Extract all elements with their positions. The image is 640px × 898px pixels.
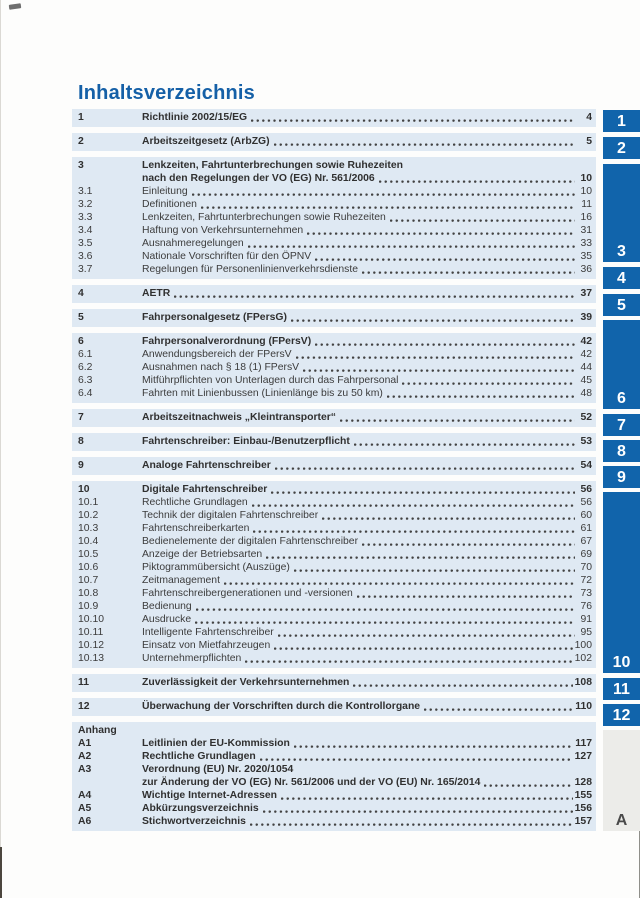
entry-title: Zeitmanagement (142, 575, 220, 586)
chapter-number: A2 (78, 751, 92, 762)
toc-entry-4 (78, 287, 592, 300)
toc-entry-a4 (78, 789, 592, 802)
page-number: 37 (580, 288, 592, 299)
page-number: 33 (580, 238, 592, 249)
table-of-contents (72, 109, 596, 837)
entry-title: Ausnahmeregelungen (142, 238, 244, 249)
toc-block-5 (72, 309, 596, 327)
toc-entry-continuation (78, 776, 592, 789)
toc-block-7 (72, 409, 596, 427)
chapter-number: 10.1 (78, 497, 99, 508)
chapter-number: 6.3 (78, 375, 93, 386)
toc-block-10 (72, 481, 596, 668)
chapter-number: 10.13 (78, 653, 105, 664)
dot-leader (266, 548, 575, 561)
side-tab-12: 12 (603, 704, 640, 726)
toc-entry-10.1 (78, 496, 592, 509)
toc-entry-1 (78, 111, 592, 124)
chapter-number: 6.4 (78, 388, 93, 399)
entry-title: Einsatz von Mietfahrzeugen (142, 640, 271, 651)
chapter-number: 10.2 (78, 510, 99, 521)
chapter-number: 1 (78, 112, 84, 123)
page-number: 70 (580, 562, 592, 573)
chapter-number: 3.4 (78, 225, 93, 236)
toc-block-13 (72, 722, 596, 831)
dot-leader (195, 613, 575, 626)
dot-leader (274, 135, 575, 148)
entry-title: Intelligente Fahrtenschreiber (142, 627, 274, 638)
page-number: 10 (580, 173, 592, 184)
dot-leader (260, 750, 573, 763)
page-title: Inhaltsverzeichnis (78, 82, 255, 104)
dot-leader (196, 600, 575, 613)
side-tab-10: 10 (603, 492, 640, 673)
toc-entry-3.6 (78, 250, 592, 263)
entry-title: Arbeitszeitgesetz (ArbZG) (142, 136, 270, 147)
toc-block-2 (72, 133, 596, 151)
entry-title: Fahrten mit Linienbussen (Linienlänge bis zu 50 km) (142, 388, 383, 399)
entry-title: Lenkzeiten, Fahrtunterbrechungen sowie Ruhezeiten (142, 160, 403, 171)
page-number: 44 (580, 362, 592, 373)
toc-entry-2 (78, 135, 592, 148)
dot-leader (296, 348, 575, 361)
dot-leader (354, 435, 575, 448)
chapter-number: 11 (78, 677, 89, 688)
toc-entry-3.7 (78, 263, 592, 276)
dot-leader (322, 509, 575, 522)
page-number: 128 (574, 777, 592, 788)
entry-title: Rechtliche Grundlagen (142, 751, 256, 762)
dot-leader (192, 185, 575, 198)
entry-title: Fahrtenschreibergenerationen und -versionen (142, 588, 353, 599)
dot-leader (224, 574, 575, 587)
toc-entry-5 (78, 311, 592, 324)
page-number: 76 (580, 601, 592, 612)
page-number: 117 (575, 738, 592, 749)
chapter-number: 10 (78, 484, 90, 495)
toc-entry-3 (78, 159, 592, 172)
entry-title: Regelungen für Personenlinienverkehrsdienste (142, 264, 359, 275)
toc-entry-10.8 (78, 587, 592, 600)
page-number: 108 (574, 677, 592, 688)
side-tab-2: 2 (603, 137, 640, 159)
toc-entry-10.3 (78, 522, 592, 535)
chapter-number: 6.2 (78, 362, 93, 373)
toc-entry-a5 (78, 802, 592, 815)
dot-leader (303, 361, 575, 374)
dot-leader (278, 626, 575, 639)
toc-entry-a6 (78, 815, 592, 828)
toc-entry-3.3 (78, 211, 592, 224)
toc-entry-6.2 (78, 361, 592, 374)
chapter-number (78, 776, 142, 789)
dot-leader (315, 335, 575, 348)
toc-entry-3.4 (78, 224, 592, 237)
chapter-number: 3.5 (78, 238, 93, 249)
page-number: 36 (580, 264, 592, 275)
page-number: 48 (580, 388, 592, 399)
page-number: 73 (580, 588, 592, 599)
page-number: 102 (574, 653, 592, 664)
toc-block-1 (72, 109, 596, 127)
chapter-number: 4 (78, 288, 84, 299)
page-number: 16 (580, 212, 592, 223)
entry-title: Leitlinien der EU-Kommission (142, 738, 290, 749)
dot-leader (402, 374, 575, 387)
toc-entry-3.1 (78, 185, 592, 198)
entry-title: Anwendungsbereich der FPersV (142, 349, 292, 360)
chapter-number: 10.3 (78, 523, 99, 534)
toc-block-8 (72, 433, 596, 451)
side-tab-a: A (603, 730, 640, 831)
toc-entry-6.3 (78, 374, 592, 387)
page-number: 95 (580, 627, 592, 638)
toc-entry-10.10 (78, 613, 592, 626)
page-number: 100 (574, 640, 592, 651)
side-tab-1: 1 (603, 110, 640, 132)
dot-leader (315, 250, 575, 263)
side-tab-11: 11 (603, 678, 640, 700)
page-number: 31 (580, 225, 592, 236)
entry-title: Verordnung (EU) Nr. 2020/1054 (142, 764, 294, 775)
dot-leader (307, 224, 575, 237)
dot-leader (281, 789, 573, 802)
side-tab-8: 8 (603, 440, 640, 462)
entry-title: Arbeitszeitnachweis „Kleintransporter“ (142, 412, 337, 423)
toc-entry-3.5 (78, 237, 592, 250)
dot-leader (353, 676, 572, 689)
toc-entry-a1 (78, 737, 592, 750)
chapter-number: 7 (78, 412, 84, 423)
entry-title: Fahrtenschreiber: Einbau-/Benutzerpflicht (142, 436, 350, 447)
toc-entry-7 (78, 411, 592, 424)
toc-entry-10.6 (78, 561, 592, 574)
toc-entry-10.4 (78, 535, 592, 548)
dot-leader (250, 815, 573, 828)
chapter-number: 12 (78, 701, 90, 712)
entry-title: Fahrtenschreiberkarten (142, 523, 250, 534)
toc-block-4 (72, 285, 596, 303)
toc-entry-9 (78, 459, 592, 472)
page-number: 110 (575, 701, 592, 712)
chapter-number: Anhang (78, 725, 117, 736)
scan-speck (9, 3, 22, 10)
chapter-number: A4 (78, 790, 92, 801)
toc-block-3 (72, 157, 596, 279)
entry-title: Abkürzungsverzeichnis (142, 803, 259, 814)
side-tab-4: 4 (603, 267, 640, 289)
chapter-number: 10.12 (78, 640, 105, 651)
side-tab-5: 5 (603, 294, 640, 316)
dot-leader (251, 111, 575, 124)
toc-entry-12 (78, 700, 592, 713)
toc-entry-a2 (78, 750, 592, 763)
chapter-number: 10.11 (78, 627, 104, 638)
side-tab-9: 9 (603, 466, 640, 488)
chapter-number: 8 (78, 436, 84, 447)
page-number: 127 (574, 751, 592, 762)
toc-block-9 (72, 457, 596, 475)
page-number: 45 (580, 375, 592, 386)
entry-title: Bedienung (142, 601, 192, 612)
toc-entry-anhang (78, 724, 592, 737)
chapter-number: 10.7 (78, 575, 99, 586)
dot-leader (424, 700, 573, 713)
dot-leader (294, 737, 573, 750)
entry-title: Einleitung (142, 186, 188, 197)
chapter-number: 6.1 (78, 349, 93, 360)
toc-block-6 (72, 333, 596, 403)
toc-entry-10.5 (78, 548, 592, 561)
entry-title: Piktogrammübersicht (Auszüge) (142, 562, 290, 573)
chapter-number (78, 172, 142, 185)
page-number: 67 (580, 536, 592, 547)
toc-entry-11 (78, 676, 592, 689)
dot-leader (362, 535, 575, 548)
chapter-number: 10.9 (78, 601, 99, 612)
entry-title: Haftung von Verkehrsunternehmen (142, 225, 304, 236)
chapter-number: 2 (78, 136, 84, 147)
entry-title: Digitale Fahrtenschreiber (142, 484, 268, 495)
dot-leader (245, 652, 572, 665)
page-number: 11 (581, 199, 592, 210)
dot-leader (390, 211, 575, 224)
page-number: 53 (580, 436, 592, 447)
page-number: 54 (580, 460, 592, 471)
dot-leader (201, 198, 575, 211)
entry-title: Ausdrucke (142, 614, 192, 625)
page-number: 42 (580, 349, 592, 360)
toc-entry-8 (78, 435, 592, 448)
page-number: 56 (580, 497, 592, 508)
dot-leader (253, 522, 575, 535)
toc-entry-3.2 (78, 198, 592, 211)
toc-entry-10.2 (78, 509, 592, 522)
entry-title: Wichtige Internet-Adressen (142, 790, 278, 801)
chapter-number: 3.7 (78, 264, 93, 275)
chapter-number: A5 (78, 803, 92, 814)
dot-leader (294, 561, 575, 574)
dot-leader (271, 483, 575, 496)
page-number: 56 (580, 484, 592, 495)
side-tab-6: 6 (603, 320, 640, 409)
entry-title: Lenkzeiten, Fahrtunterbrechungen sowie Ruhezeiten (142, 212, 386, 223)
scan-edge-line (0, 0, 1, 898)
chapter-number: 3.2 (78, 199, 93, 210)
chapter-number: 3.6 (78, 251, 93, 262)
entry-title: Definitionen (142, 199, 197, 210)
chapter-number: 10.6 (78, 562, 99, 573)
dot-leader (275, 459, 575, 472)
dot-leader (362, 263, 575, 276)
dot-leader (484, 776, 572, 789)
dot-leader (174, 287, 575, 300)
entry-title: Analoge Fahrtenschreiber (142, 460, 271, 471)
toc-entry-10.12 (78, 639, 592, 652)
toc-entry-10.11 (78, 626, 592, 639)
entry-title: Ausnahmen nach § 18 (1) FPersV (142, 362, 300, 373)
dot-leader (248, 237, 575, 250)
side-tab-3: 3 (603, 164, 640, 262)
scan-edge-mark (0, 847, 2, 898)
entry-title: Richtlinie 2002/15/EG (142, 112, 248, 123)
page-number: 10 (580, 186, 592, 197)
dot-leader (291, 311, 575, 324)
entry-title: Rechtliche Grundlagen (142, 497, 248, 508)
entry-title: Bedienelemente der digitalen Fahrtenschreiber (142, 536, 359, 547)
entry-title: zur Änderung der VO (EG) Nr. 561/2006 und der VO (EU) Nr. 165/2014 (142, 777, 481, 788)
entry-title: Fahrpersonalgesetz (FPersG) (142, 312, 287, 323)
dot-leader (274, 639, 572, 652)
page-number: 69 (580, 549, 592, 560)
chapter-number: 10.4 (78, 536, 99, 547)
entry-title: AETR (142, 288, 171, 299)
page-number: 72 (580, 575, 592, 586)
dot-leader (387, 387, 575, 400)
chapter-number: A6 (78, 816, 92, 827)
page-number: 61 (580, 523, 592, 534)
entry-title: Unternehmerpflichten (142, 653, 242, 664)
chapter-number: A1 (78, 738, 92, 749)
toc-entry-6.1 (78, 348, 592, 361)
chapter-number: 3.1 (78, 186, 93, 197)
page-number: 35 (580, 251, 592, 262)
entry-title: Zuverlässigkeit der Verkehrsunternehmen (142, 677, 350, 688)
toc-entry-10.7 (78, 574, 592, 587)
side-tab-7: 7 (603, 414, 640, 436)
page-number: 91 (580, 614, 592, 625)
chapter-number: 5 (78, 312, 84, 323)
page-number: 4 (586, 112, 592, 123)
entry-title: Fahrpersonalverordnung (FPersV) (142, 336, 312, 347)
chapter-number: A3 (78, 764, 92, 775)
page-number: 42 (580, 336, 592, 347)
page-number: 52 (580, 412, 592, 423)
page-number: 5 (586, 136, 592, 147)
entry-title: Stichwortverzeichnis (142, 816, 246, 827)
page-number: 157 (574, 816, 592, 827)
chapter-number: 10.10 (78, 614, 105, 625)
chapter-number: 6 (78, 336, 84, 347)
page-number: 155 (574, 790, 592, 801)
chapter-number: 9 (78, 460, 84, 471)
entry-title: nach den Regelungen der VO (EG) Nr. 561/2006 (142, 173, 375, 184)
toc-entry-10.13 (78, 652, 592, 665)
toc-entry-a3 (78, 763, 592, 776)
entry-title: Mitführpflichten von Unterlagen durch das Fahrpersonal (142, 375, 399, 386)
page-number: 60 (580, 510, 592, 521)
page-number: 39 (580, 312, 592, 323)
toc-entry-continuation (78, 172, 592, 185)
chapter-number: 3 (78, 160, 84, 171)
toc-block-12 (72, 698, 596, 716)
dot-leader (379, 172, 575, 185)
chapter-number: 10.5 (78, 549, 99, 560)
chapter-thumb-tabs (600, 0, 640, 898)
toc-entry-10.9 (78, 600, 592, 613)
chapter-number: 10.8 (78, 588, 99, 599)
page-number: 156 (574, 803, 592, 814)
entry-title: Überwachung der Vorschriften durch die Kontrollorgane (142, 701, 421, 712)
entry-title: Nationale Vorschriften für den ÖPNV (142, 251, 312, 262)
toc-entry-10 (78, 483, 592, 496)
dot-leader (357, 587, 575, 600)
dot-leader (263, 802, 573, 815)
entry-title: Technik der digitalen Fahrtenschreiber (142, 510, 319, 521)
toc-block-11 (72, 674, 596, 692)
chapter-number: 3.3 (78, 212, 93, 223)
entry-title: Anzeige der Betriebsarten (142, 549, 263, 560)
dot-leader (252, 496, 575, 509)
toc-entry-6.4 (78, 387, 592, 400)
toc-entry-6 (78, 335, 592, 348)
dot-leader (340, 411, 575, 424)
